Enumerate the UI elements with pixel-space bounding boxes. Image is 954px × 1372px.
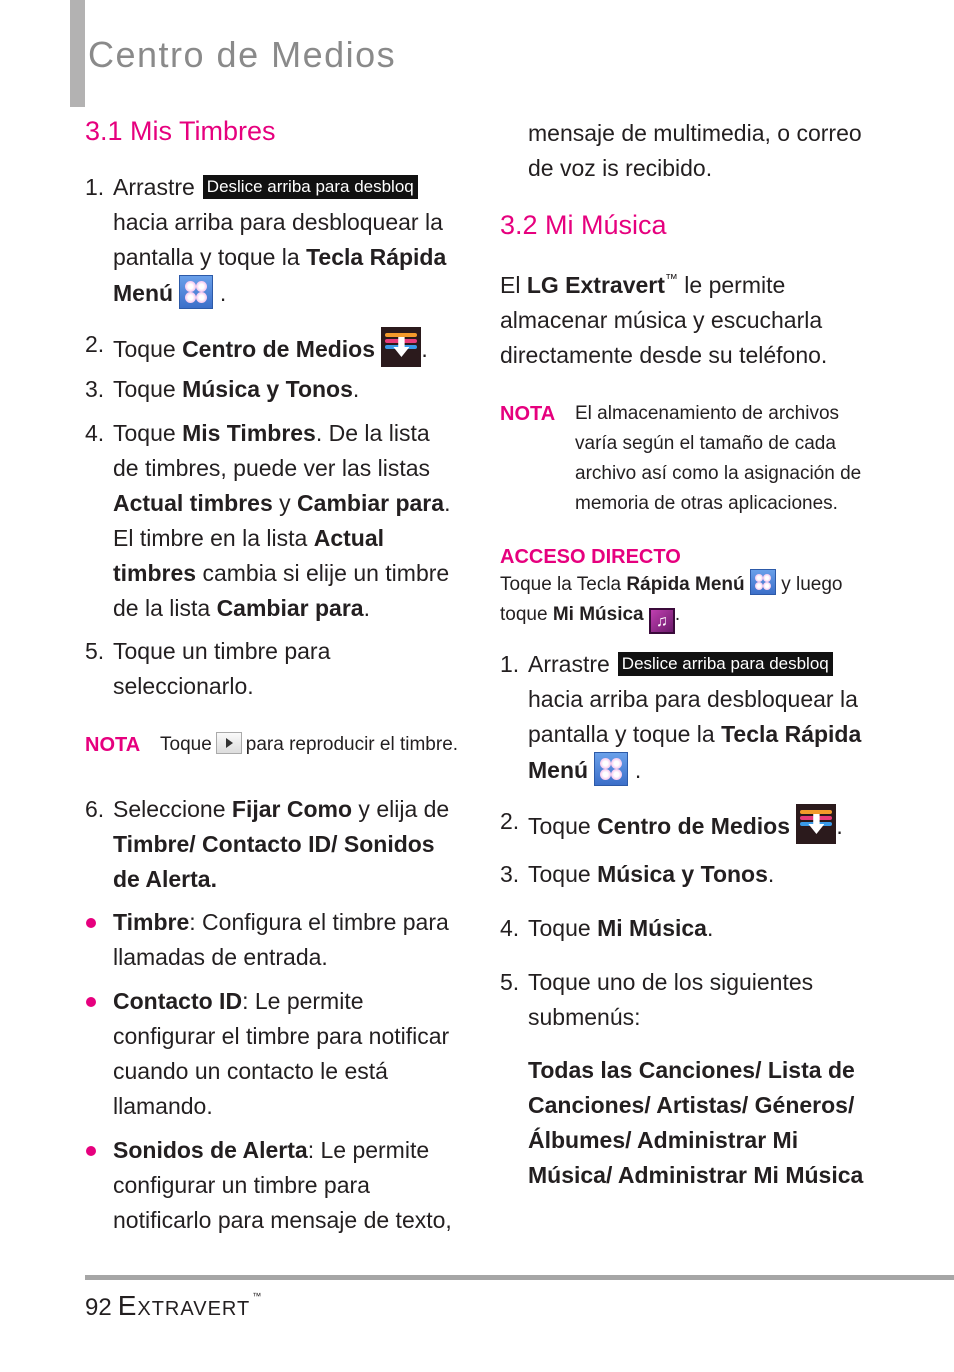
quick-menu-key-icon — [750, 569, 776, 595]
bullet-dot-icon — [86, 918, 96, 928]
bullet-dot-icon — [86, 997, 96, 1007]
bullet-text: : Le permite configurar un timbre para notificarlo para mensaje de texto, — [113, 1137, 452, 1233]
section-heading-mi-musica: 3.2 Mi Música — [500, 210, 667, 240]
media-center-icon — [381, 327, 421, 367]
bullet-dot-icon — [86, 1146, 96, 1156]
step-bold: Centro de Medios — [597, 813, 791, 839]
punct: . — [767, 861, 775, 887]
punct: . — [421, 336, 428, 362]
step-5 — [85, 634, 460, 704]
acceso-bold: Rápida Menú — [626, 574, 745, 595]
unlock-slider-bar: Deslice arriba para desbloq — [618, 652, 833, 676]
step-text: y elija de — [352, 796, 450, 822]
step-bold: Timbre/ Contacto ID/ Sonidos de Alerta. — [113, 831, 435, 892]
step-3 — [85, 372, 460, 407]
music-step-2 — [500, 804, 880, 844]
step-text: Seleccione — [113, 796, 232, 822]
bullet-bold: Contacto ID — [113, 988, 243, 1014]
step-bold: Cambiar para — [297, 490, 445, 516]
music-step-3 — [500, 857, 880, 892]
intro-text: le permite almacenar música y escucharla directamente desde su teléfono. — [500, 272, 828, 368]
quick-menu-key-icon — [594, 752, 628, 786]
step-number: 3. — [85, 376, 105, 402]
punct: . — [352, 376, 360, 402]
step-text: Toque — [528, 813, 598, 839]
step-text: cambia si elije un timbre de la lista — [113, 560, 450, 621]
unlock-slider-bar: Deslice arriba para desbloq — [203, 175, 418, 199]
acceso-text: y luego toque — [500, 574, 843, 625]
bullet-sonidos-alerta — [85, 1133, 460, 1238]
step-bold: Fijar Como — [231, 796, 353, 822]
step-2 — [85, 327, 460, 367]
step-text: Toque un timbre para seleccionarlo. — [113, 638, 331, 699]
step-number: 2. — [500, 808, 520, 834]
trademark: ™ — [664, 271, 678, 286]
step-number: 2. — [85, 331, 105, 357]
step-bold: Música y Tonos — [182, 376, 353, 402]
step-6 — [85, 792, 460, 897]
nota-text: para reproducir el timbre. — [245, 734, 459, 755]
music-step-4 — [500, 911, 880, 946]
acceso-bold: Mi Música — [552, 604, 644, 625]
step-text: Toque — [113, 420, 183, 446]
trademark: ™ — [252, 1291, 262, 1301]
punct: . — [219, 280, 227, 306]
step-bold: Cambiar para — [216, 595, 364, 621]
nota-text: El almacenamiento de archivos varía según el tamaño de cada archivo así como la asignación de memoria de otras aplicaciones. — [575, 403, 862, 514]
nota-label: NOTA — [85, 734, 141, 756]
punct: . — [634, 757, 642, 783]
step-bold: Actual timbres — [113, 525, 384, 586]
footer-rule — [85, 1275, 954, 1280]
step-bold: Centro de Medios — [182, 336, 376, 362]
step-text: Toque uno de los siguientes submenús: — [528, 969, 814, 1030]
nota-storage — [500, 399, 880, 519]
step-4 — [85, 416, 460, 626]
step-bold: Mis Timbres — [182, 420, 316, 446]
punct: . — [836, 813, 843, 839]
bullet-bold: Timbre — [113, 909, 190, 935]
my-music-icon: ♫ — [649, 608, 675, 634]
intro-paragraph — [500, 261, 880, 373]
title-accent-bar — [70, 0, 85, 107]
play-icon — [216, 732, 242, 754]
submenu-list: Todas las Canciones/ Lista de Canciones/ Artistas/ Géneros/ Álbumes/ Administrar Mi Música/ Administrar Mi Música — [528, 1057, 864, 1188]
punct: . — [363, 595, 370, 621]
step-number: 6. — [85, 796, 105, 822]
step-text: hacia arriba para desbloquear la pantalla y toque la — [113, 209, 443, 270]
acceso-directo-heading: ACCESO DIRECTO — [500, 546, 681, 568]
acceso-text: Toque la Tecla — [500, 574, 627, 595]
step-bold: Actual timbres — [113, 490, 273, 516]
bullet-timbre — [85, 905, 460, 975]
step-text: Arrastre — [113, 174, 195, 200]
step-text: Arrastre — [528, 651, 610, 677]
media-center-icon — [796, 804, 836, 844]
acceso-directo-text — [500, 569, 880, 634]
music-step-1 — [500, 647, 880, 788]
acceso-directo — [500, 546, 880, 634]
step-number: 5. — [500, 969, 520, 995]
page-title: Centro de Medios — [88, 34, 397, 75]
step-bold: Tecla Rápida Menú — [113, 244, 447, 306]
step-bold: Mi Música — [597, 915, 707, 941]
page-number: 92 — [85, 1294, 112, 1321]
footer — [85, 1290, 261, 1322]
step-text: Toque — [528, 915, 598, 941]
bullet-contacto-id — [85, 984, 460, 1124]
punct: . — [706, 915, 714, 941]
step-1 — [85, 170, 460, 311]
step-number: 1. — [85, 174, 105, 200]
bullet-text: : Le permite configurar el timbre para notificar cuando un contacto le está llamando. — [113, 988, 450, 1119]
step-number: 5. — [85, 638, 105, 664]
step-number: 1. — [500, 651, 520, 677]
quick-menu-key-icon — [179, 275, 213, 309]
step-text: y — [272, 490, 298, 516]
step-text: Toque — [113, 376, 183, 402]
step-number: 3. — [500, 861, 520, 887]
step-text: . De la lista de timbres, puede ver las listas — [113, 420, 431, 481]
intro-bold: LG Extravert — [526, 272, 665, 298]
step-bold: Música y Tonos — [597, 861, 768, 887]
step-text: . El timbre en la lista — [113, 490, 451, 551]
music-step-5 — [500, 965, 880, 1035]
continuation-text: mensaje de multimedia, o correo de voz is recibido. — [528, 120, 862, 181]
step-text: hacia arriba para desbloquear la pantalla y toque la — [528, 686, 858, 747]
bullet-text: : Configura el timbre para llamadas de entrada. — [113, 909, 449, 970]
intro-text: El — [500, 272, 527, 298]
step-number: 4. — [500, 915, 520, 941]
nota-label: NOTA — [500, 403, 556, 425]
punct: . — [674, 604, 681, 625]
step-text: Toque — [528, 861, 598, 887]
step-text: Toque — [113, 336, 183, 362]
brand-name: Extravert — [117, 1290, 251, 1321]
section-heading-mis-timbres: 3.1 Mis Timbres — [85, 116, 276, 146]
nota-text: Toque — [160, 734, 212, 755]
nota-play — [85, 730, 460, 760]
bullet-bold: Sonidos de Alerta — [113, 1137, 308, 1163]
step-number: 4. — [85, 420, 105, 446]
step-bold: Tecla Rápida Menú — [528, 721, 862, 783]
